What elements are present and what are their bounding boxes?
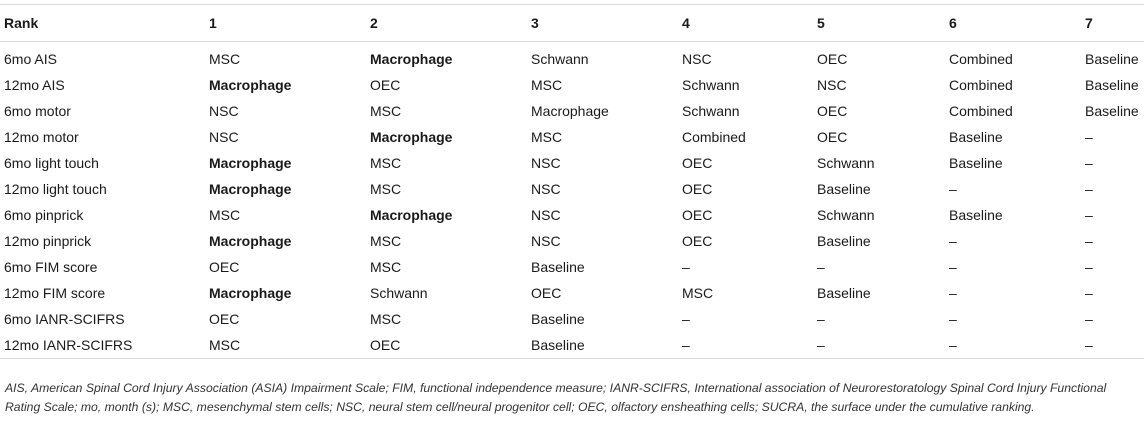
rank-cell: – bbox=[813, 332, 945, 359]
rank-cell: Macrophage bbox=[531, 103, 609, 119]
row-label: 6mo pinprick bbox=[4, 207, 84, 223]
rank-cell: Macrophage bbox=[209, 233, 292, 249]
header-rank-1: 1 bbox=[209, 15, 217, 31]
rank-cell: OEC bbox=[817, 103, 848, 119]
row-label: 6mo IANR-SCIFRS bbox=[4, 311, 125, 327]
rank-cell: – bbox=[1085, 285, 1093, 301]
rank-cell: NSC bbox=[531, 207, 561, 223]
rank-cell: MSC bbox=[370, 259, 402, 275]
rank-cell: OEC bbox=[682, 233, 713, 249]
rank-cell: Baseline bbox=[527, 332, 678, 359]
rank-cell: MSC bbox=[370, 103, 402, 119]
rank-cell: – bbox=[817, 259, 825, 275]
rank-cell: MSC bbox=[370, 311, 402, 327]
row-label: 12mo AIS bbox=[4, 77, 65, 93]
rank-cell: – bbox=[1085, 233, 1093, 249]
rank-cell: NSC bbox=[209, 129, 239, 145]
table-row bbox=[0, 254, 1144, 280]
rank-cell: Schwann bbox=[531, 51, 589, 67]
table-row bbox=[0, 150, 1144, 176]
rank-cell: OEC bbox=[209, 259, 240, 275]
rank-cell: MSC bbox=[370, 233, 402, 249]
rank-cell: Macrophage bbox=[370, 51, 453, 67]
rank-cell: – bbox=[1085, 259, 1093, 275]
table-row bbox=[0, 98, 1144, 124]
rank-cell: Macrophage bbox=[370, 129, 453, 145]
rank-cell: – bbox=[817, 311, 825, 327]
rank-cell: MSC bbox=[531, 77, 563, 93]
header-rank-2: 2 bbox=[370, 15, 378, 31]
rank-cell: Baseline bbox=[949, 207, 1003, 223]
table-row bbox=[0, 280, 1144, 306]
header-row bbox=[0, 5, 1144, 42]
table-row bbox=[0, 176, 1144, 202]
rank-cell: OEC bbox=[366, 332, 527, 359]
rank-cell: NSC bbox=[531, 155, 561, 171]
rank-cell: OEC bbox=[682, 181, 713, 197]
header-rank: Rank bbox=[4, 15, 39, 31]
rank-cell: – bbox=[1085, 207, 1093, 223]
header-rank-4: 4 bbox=[682, 15, 690, 31]
rank-cell: – bbox=[949, 233, 957, 249]
table-row bbox=[0, 228, 1144, 254]
rank-cell: – bbox=[1085, 311, 1093, 327]
rank-cell: Combined bbox=[949, 51, 1013, 67]
header-rank-6: 6 bbox=[949, 15, 957, 31]
table-footnote: AIS, American Spinal Cord Injury Association (ASIA) Impairment Scale; FIM, functional independence measure; IANR-SCIFRS, International association of Neurorestoratology Spinal Cord Injury Functional Rating Scale; mo, month (s); MSC, mesenchymal stem cells; NSC, neural stem cell/neural progenitor cell; OEC, olfactory ensheathing cells; SUCRA, the surface under the cumulative ranking. bbox=[5, 381, 1107, 414]
rank-cell: MSC bbox=[370, 181, 402, 197]
rank-cell: Baseline bbox=[949, 129, 1003, 145]
row-label: 12mo FIM score bbox=[4, 285, 106, 301]
rank-cell: NSC bbox=[531, 181, 561, 197]
row-label: 6mo light touch bbox=[4, 155, 99, 171]
row-label: 6mo motor bbox=[4, 103, 71, 119]
rank-cell: – bbox=[682, 259, 690, 275]
rank-cell: – bbox=[1085, 155, 1093, 171]
rank-cell: Macrophage bbox=[209, 181, 292, 197]
rank-cell: Combined bbox=[949, 103, 1013, 119]
rank-cell: – bbox=[682, 311, 690, 327]
row-label: 12mo light touch bbox=[4, 181, 107, 197]
rank-cell: NSC bbox=[817, 77, 847, 93]
rank-cell: – bbox=[949, 285, 957, 301]
rank-cell: MSC bbox=[531, 129, 563, 145]
header-rank-3: 3 bbox=[531, 15, 539, 31]
rank-cell: – bbox=[949, 181, 957, 197]
table-row bbox=[0, 306, 1144, 332]
rank-cell: MSC bbox=[209, 51, 241, 67]
rank-cell: – bbox=[678, 332, 813, 359]
rank-cell: – bbox=[945, 332, 1081, 359]
rank-cell: – bbox=[1085, 129, 1093, 145]
rank-cell: Schwann bbox=[817, 207, 875, 223]
table-header bbox=[0, 5, 1144, 42]
rank-cell: Schwann bbox=[682, 103, 740, 119]
row-label: 6mo FIM score bbox=[4, 259, 98, 275]
rank-cell: MSC bbox=[209, 207, 241, 223]
rank-cell: Baseline bbox=[949, 155, 1003, 171]
row-label: 6mo AIS bbox=[4, 51, 57, 67]
rank-cell: Combined bbox=[949, 77, 1013, 93]
rank-cell: Macrophage bbox=[370, 207, 453, 223]
rank-cell: OEC bbox=[682, 155, 713, 171]
rank-cell: MSC bbox=[682, 285, 714, 301]
rank-cell: Baseline bbox=[1085, 103, 1139, 119]
rank-cell: Macrophage bbox=[209, 77, 292, 93]
rank-cell: Schwann bbox=[682, 77, 740, 93]
rank-cell: Baseline bbox=[1085, 77, 1139, 93]
row-label: 12mo IANR-SCIFRS bbox=[0, 332, 205, 359]
rank-cell: OEC bbox=[682, 207, 713, 223]
row-label: 12mo pinprick bbox=[4, 233, 92, 249]
rank-cell: MSC bbox=[205, 332, 366, 359]
table-row bbox=[0, 202, 1144, 228]
table-row bbox=[0, 124, 1144, 150]
rank-cell: NSC bbox=[209, 103, 239, 119]
rank-cell: Baseline bbox=[817, 285, 871, 301]
table-row bbox=[0, 332, 1144, 359]
rank-cell: NSC bbox=[531, 233, 561, 249]
table-row bbox=[0, 72, 1144, 98]
rank-cell: Baseline bbox=[817, 233, 871, 249]
ranking-table-container bbox=[0, 4, 1144, 359]
rank-cell: – bbox=[949, 311, 957, 327]
ranking-table bbox=[0, 4, 1144, 359]
rank-cell: – bbox=[949, 259, 957, 275]
rank-cell: OEC bbox=[370, 77, 401, 93]
rank-cell: OEC bbox=[817, 51, 848, 67]
rank-cell: Schwann bbox=[817, 155, 875, 171]
rank-cell: Baseline bbox=[531, 311, 585, 327]
rank-cell: Macrophage bbox=[209, 285, 292, 301]
header-rank-7: 7 bbox=[1085, 15, 1093, 31]
rank-cell: Combined bbox=[682, 129, 746, 145]
table-body bbox=[0, 42, 1144, 359]
rank-cell: Baseline bbox=[531, 259, 585, 275]
rank-cell: NSC bbox=[682, 51, 712, 67]
rank-cell: Baseline bbox=[817, 181, 871, 197]
header-rank-5: 5 bbox=[817, 15, 825, 31]
table-row bbox=[0, 42, 1144, 73]
rank-cell: OEC bbox=[209, 311, 240, 327]
rank-cell: Schwann bbox=[370, 285, 428, 301]
rank-cell: OEC bbox=[531, 285, 562, 301]
rank-cell: OEC bbox=[817, 129, 848, 145]
rank-cell: Macrophage bbox=[209, 155, 292, 171]
rank-cell: – bbox=[1085, 181, 1093, 197]
rank-cell: Baseline bbox=[1085, 51, 1139, 67]
row-label: 12mo motor bbox=[4, 129, 79, 145]
rank-cell: – bbox=[1081, 332, 1144, 359]
rank-cell: MSC bbox=[370, 155, 402, 171]
